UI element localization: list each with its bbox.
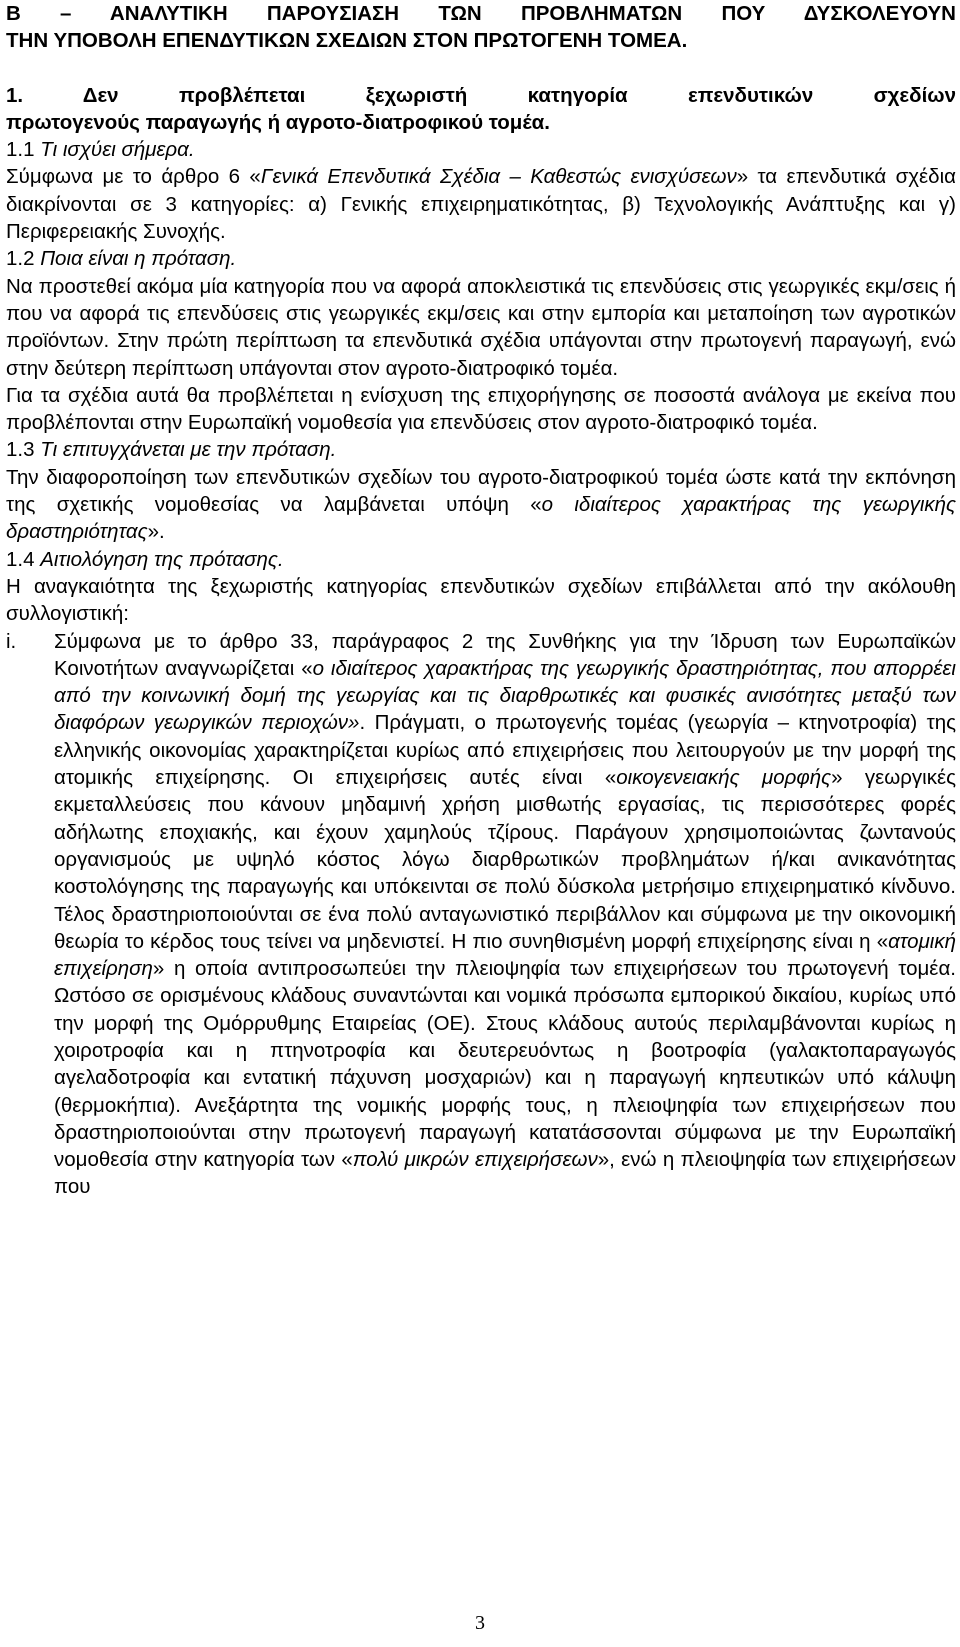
section-title [6, 0, 956, 55]
section-title-line-1: Β – ΑΝΑΛΥΤΙΚΗ ΠΑΡΟΥΣΙΑΣΗ ΤΩΝ ΠΡΟΒΛΗΜΑΤΩΝ ΠΟΥ ΔΥΣΚΟΛΕΥΟΥΝ [6, 2, 956, 25]
text-run: » γεωργικές εκμεταλλεύσεις που κάνουν μηδαμινή χρήση μισθωτής εργασίας, τις περισσότερες φορές αδήλωτης εποχιακής, και έχουν χαμηλούς τζίρους. Παράγουν χρησιμοποιώντας ζωντανούς οργανισμούς με υψηλό κόστος λόγω διαρθρωτικών προβλημάτων ή/και ανικανότητας κοστολόγησης της παραγωγής και υπόκεινται σε πολύ δύσκολα μετρήσιμο επιχειρηματικό κίνδυνο. Τέλος δραστηριοποιούνται σε ένα πολύ ανταγωνιστικό περιβάλλον και σύμφωνα με την οικονομική θεωρία το κέρδος τους τείνει να μηδενιστεί. Η πιο συνηθισμένη μορφή επιχείρησης είναι η « [54, 766, 956, 953]
subsection-number: 1.4 [6, 547, 41, 571]
list-item-i [6, 628, 956, 1201]
text-run: » η οποία αντιπροσωπεύει την πλειοψηφία των επιχειρήσεων του πρωτογενή τομέα. Ωστόσο σε ορισμένους κλάδους συναντώνται και νομικά πρόσωπα εμπορικού δικαίου, κυρίως υπό την μορφή της Ομόρρυθμης Εταιρείας (ΟΕ). Στους κλάδους αυτούς περιλαμβάνονται κυρίως η χοιροτροφία και η πτηνοτροφία και δευτερευόντως η βοοτροφία (γαλακτοπαραγωγός αγελαδοτροφία και εντατική πάχυνση μοσχαριών) και η παραγωγή κηπευτικών υπό κάλυψη (θερμοκήπια). Ανεξάρτητα της νομικής μορφής τους, η πλειοψηφία των επιχειρήσεων που δραστηριοποιούνται στην πρωτογενή παραγωγή κατατάσσονται σύμφωνα με την Ευρωπαϊκή νομοθεσία στην κατηγορία των « [54, 957, 956, 1172]
subsection-1-1-heading [6, 136, 956, 163]
text-run: ». [147, 520, 165, 544]
page-number: 3 [475, 1612, 485, 1634]
list-item-body [54, 628, 956, 1201]
subsection-1-2-heading [6, 245, 956, 272]
subsection-number: 1.3 [6, 438, 41, 462]
subsection-1-1-paragraph [6, 163, 956, 245]
text-run: . Πράγματι, ο πρωτογενής τομέας (γεωργία – κτηνοτροφία) της ελληνικής οικονομίας χαρακτηρίζεται κυρίως από επιχειρήσεις που λειτουργούν με την μορφή της ατομικής επιχείρησης. Οι επιχειρήσεις αυτές είναι « [54, 711, 956, 790]
subsection-1-4-intro: Η αναγκαιότητα της ξεχωριστής κατηγορίας επενδυτικών σχεδίων επιβάλλεται από την ακόλουθη συλλογιστική: [6, 574, 956, 626]
list-marker: i. [6, 629, 17, 653]
text-run: » τα επενδυτικά σχέδια διακρίνονται σε 3 κατηγορίες: α) Γενικής επιχειρηματικότητας, β) Τεχνολογικής Ανάπτυξης και γ) Περιφερειακής Συνοχής. [6, 165, 956, 244]
subsection-1-2-paragraph-2: Για τα σχέδια αυτά θα προβλέπεται η ενίσχυση της επιχορήγησης σε ποσοστά ανάλογα με εκείνα που προβλέπονται στην Ευρωπαϊκή νομοθεσία για επενδύσεις στον αγροτο-διατροφικό τομέα. [6, 383, 956, 435]
issue-1-title-line-1: 1. Δεν προβλέπεται ξεχωριστή κατηγορία επενδυτικών σχεδίων [6, 83, 956, 107]
text-run: Σύμφωνα με το άρθρο 6 « [6, 165, 261, 189]
issue-1-title-line-2: πρωτογενούς παραγωγής ή αγροτο-διατροφικού τομέα. [6, 110, 550, 134]
subsection-number: 1.1 [6, 138, 41, 162]
subsection-1-3-heading [6, 436, 956, 463]
section-title-line-2: ΤΗΝ ΥΠΟΒΟΛΗ ΕΠΕΝΔΥΤΙΚΩΝ ΣΧΕΔΙΩΝ ΣΤΟΝ ΠΡΩΤΟΓΕΝΗ ΤΟΜΕΑ. [6, 29, 688, 53]
text-run: », ενώ η πλειοψηφία των επιχειρήσεων που [54, 1148, 956, 1199]
italic-run: Γενικά Επενδυτικά Σχέδια – Καθεστώς ενισχύσεων [260, 165, 737, 189]
italic-run: ο ιδιαίτερος χαρακτήρας της γεωργικής δραστηριότητας [6, 493, 956, 544]
issue-1-title [6, 82, 956, 137]
text-run: Την διαφοροποίηση των επενδυτικών σχεδίων του αγροτο-διατροφικού τομέα ώστε κατά την εκπόνηση της σχετικής νομοθεσίας να λαμβάνεται υπόψη « [6, 465, 956, 517]
subsection-1-3-paragraph [6, 464, 956, 546]
italic-run: οικογενειακής μορφής [616, 766, 832, 790]
subsection-title: Αιτιολόγηση της πρότασης. [40, 547, 284, 571]
italic-run: ατομική επιχείρηση [54, 929, 956, 981]
text-run: Σύμφωνα με το άρθρο 33, παράγραφος 2 της Συνθήκης για την Ίδρυση των Ευρωπαϊκών Κοινοτήτων αναγνωρίζεται « [54, 629, 956, 680]
subsection-1-4-heading [6, 546, 956, 573]
subsection-title: Ποια είναι η πρόταση. [40, 247, 237, 271]
subsection-1-2-paragraph-1: Να προστεθεί ακόμα μία κατηγορία που να αφορά αποκλειστικά τις επενδύσεις στις γεωργικές εκμ/σεις ή που να αφορά τις επενδύσεις στις γεωργικές εκμ/σεις και στην εμπορία και μεταποίηση των αγροτικών προϊόντων. Στην πρώτη περίπτωση τα επενδυτικά σχέδια υπάγονται στην πρωτογενή παραγωγή, ενώ στην δεύτερη περίπτωση υπάγονται στον αγροτο-διατροφικό τομέα. [6, 274, 956, 380]
subsection-title: Τι επιτυγχάνεται με την πρόταση. [40, 438, 337, 462]
italic-run: πολύ μικρών επιχειρήσεων [352, 1148, 598, 1172]
document-page [6, 0, 956, 1201]
subsection-number: 1.2 [6, 247, 41, 271]
subsection-title: Τι ισχύει σήμερα. [40, 138, 195, 162]
italic-run: ο ιδιαίτερος χαρακτήρας της γεωργικής δραστηριότητας, που απορρέει από την κοινωνική δομή της γεωργίας και τις διαρθρωτικές και φυσικές ανισότητες μεταξύ των διαφόρων γεωργικών περιοχών» [54, 656, 956, 735]
